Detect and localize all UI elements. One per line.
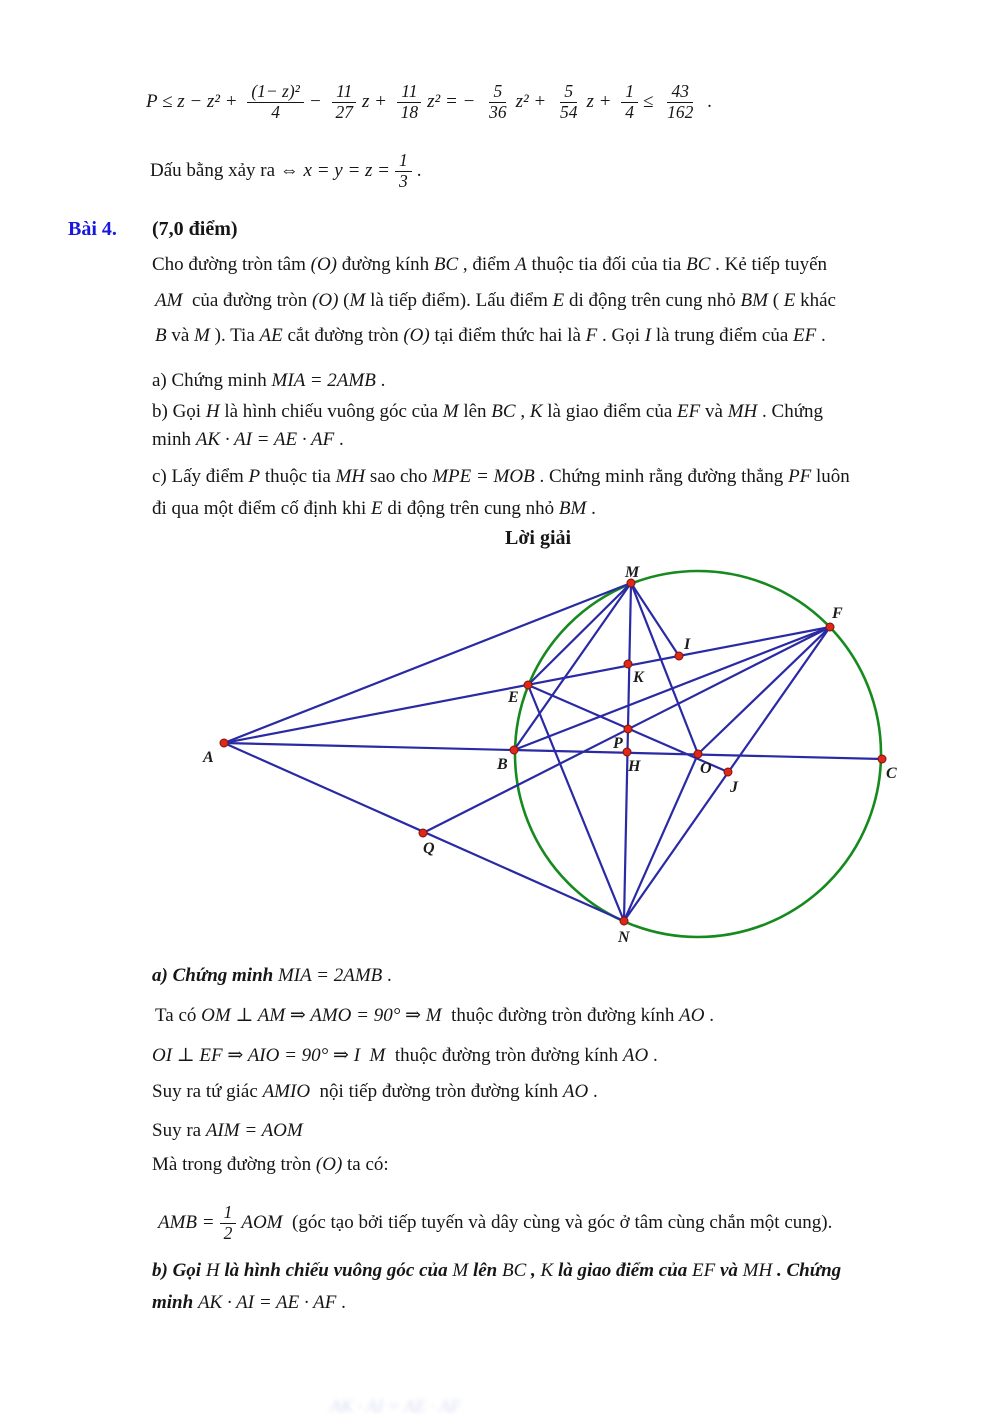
- text-run: . Chứng: [757, 401, 823, 422]
- text-run: Cho đường tròn tâm: [152, 254, 311, 275]
- point-dot-K: [624, 660, 632, 668]
- text-run: MIA = 2AMB: [277, 965, 383, 986]
- text-run: di động trên cung nhỏ: [382, 498, 559, 519]
- point-label-O: O: [700, 760, 712, 777]
- text-run: P: [248, 466, 261, 487]
- text-run: M: [349, 290, 366, 311]
- text-run: BM: [740, 290, 768, 311]
- text-run: Suy ra: [152, 1120, 206, 1141]
- text-run: z +: [361, 91, 392, 113]
- text-run: sao cho: [365, 466, 433, 487]
- segment-A-M: [224, 583, 631, 743]
- text-run: c) Lấy điểm: [152, 466, 249, 487]
- text-run: minh: [152, 1292, 198, 1313]
- text-run: . Chứng: [772, 1260, 842, 1281]
- text-run: thuộc đường tròn đường kính: [441, 1005, 680, 1026]
- text-run: là hình chiếu vuông góc của: [219, 401, 443, 422]
- text-run: OM ⊥ AM ⇒ AMO = 90° ⇒ M: [201, 1005, 442, 1026]
- point-label-I: I: [684, 636, 691, 653]
- point-dot-H: [623, 748, 631, 756]
- fraction: $\frac{1}{3}$: [395, 151, 412, 191]
- text-run: MH: [727, 401, 758, 422]
- text-run: E: [552, 290, 565, 311]
- text-run: H: [205, 1260, 220, 1281]
- text-run: AO: [622, 1045, 649, 1066]
- text-run: AO: [679, 1005, 705, 1026]
- text-run: Ta có: [155, 1005, 202, 1026]
- point-dot-N: [620, 917, 628, 925]
- point-label-F: F: [832, 605, 843, 622]
- text-run: là giao điểm của: [553, 1260, 692, 1281]
- text-run: và: [715, 1260, 743, 1281]
- text-run: AK · AI = AE · AF: [195, 429, 335, 450]
- text-run: ,: [526, 1260, 541, 1281]
- text-run: và: [166, 325, 195, 346]
- text-run: cắt đường tròn: [282, 325, 404, 346]
- point-dot-Q: [419, 829, 427, 837]
- point-label-H: H: [628, 758, 641, 775]
- text-run: là giao điểm của: [542, 401, 678, 422]
- text-run: E: [783, 290, 796, 311]
- text-run: Mà trong đường tròn: [152, 1154, 316, 1175]
- text-run: di động trên cung nhỏ: [564, 290, 741, 311]
- point-dot-E: [524, 681, 532, 689]
- point-dot-P: [624, 725, 632, 733]
- text-run: I: [644, 325, 652, 346]
- text-run: B: [155, 325, 167, 346]
- fraction: $\frac{1}{2}$: [220, 1203, 237, 1243]
- text-run: lên: [468, 1260, 502, 1281]
- point-dot-A: [220, 739, 228, 747]
- text-run: (O): [310, 254, 338, 275]
- text-run: −: [308, 91, 327, 113]
- text-run: b) Gọi: [152, 1260, 206, 1281]
- text-run: M: [452, 1260, 469, 1281]
- fraction: $\frac{11}{18}$: [397, 82, 422, 122]
- text-run: BC: [433, 254, 459, 275]
- text-run: và: [700, 401, 728, 422]
- text-run: AMB =: [158, 1212, 215, 1234]
- text-run: (O): [403, 325, 430, 346]
- text-run: .: [704, 1005, 714, 1026]
- text-run: AOM: [241, 1212, 283, 1234]
- text-run: ,: [515, 401, 530, 422]
- text-run: . Kẻ tiếp tuyến: [710, 254, 828, 275]
- text-run: (O): [312, 290, 339, 311]
- segment-F-O: [698, 627, 830, 754]
- fraction: $\frac{\text{(1− z)²}}{4}$: [247, 82, 304, 122]
- text-run: là trung điểm của: [651, 325, 794, 346]
- fraction: $\frac{11}{27}$: [331, 82, 356, 122]
- fraction: $\frac{1}{4}$: [621, 82, 638, 122]
- exercise-number: Bài 4.: [68, 218, 117, 240]
- text-run: MPE = MOB: [432, 466, 535, 487]
- text-run: z +: [586, 91, 617, 113]
- text-run: .: [336, 1292, 346, 1313]
- text-run: BC: [501, 1260, 527, 1281]
- text-run: . Gọi: [597, 325, 645, 346]
- text-run: .: [702, 91, 712, 113]
- text-run: K: [529, 401, 543, 422]
- point-label-N: N: [618, 929, 630, 946]
- point-label-B: B: [497, 756, 508, 773]
- text-run: . Chứng minh rằng đường thẳng: [534, 466, 789, 487]
- fraction: $\frac{43}{162}$: [667, 80, 694, 122]
- text-run: E: [371, 498, 383, 519]
- fraction: $\frac{5}{54}$: [560, 80, 578, 122]
- text-run: .: [648, 1045, 658, 1066]
- segment-M-B: [514, 583, 631, 750]
- text-run: đường kính: [337, 254, 434, 275]
- text-run: Dấu bằng xảy ra: [150, 160, 280, 182]
- text-run: ta có:: [342, 1154, 389, 1175]
- point-dot-F: [826, 623, 834, 631]
- text-run: AE: [259, 325, 283, 346]
- page-bleed-ghost: AK · AI = AE · AF: [330, 1396, 462, 1414]
- text-run: thuộc đường tròn đường kính: [385, 1045, 623, 1066]
- text-run: thuộc tia đối của tia: [526, 254, 687, 275]
- text-run: b) Gọi: [152, 401, 206, 422]
- text-run: EF: [692, 1260, 716, 1281]
- text-run: là hình chiếu vuông góc của: [219, 1260, 453, 1281]
- text-run: đi qua một điểm cố định khi: [152, 498, 372, 519]
- text-run: (: [338, 290, 350, 311]
- point-label-M: M: [625, 564, 640, 581]
- text-run: của đường tròn: [182, 290, 313, 311]
- text-run: P ≤ z − z² +: [146, 91, 243, 113]
- text-run: M: [194, 325, 210, 346]
- text-run: lên: [458, 401, 492, 422]
- text-run: EF: [793, 325, 817, 346]
- text-run: MH: [742, 1260, 773, 1281]
- text-run: , điểm: [458, 254, 516, 275]
- text-run: nội tiếp đường tròn đường kính: [310, 1081, 563, 1102]
- text-run: khác: [795, 290, 836, 311]
- fraction: $\frac{5}{36}$: [489, 80, 507, 122]
- text-run: .: [816, 325, 826, 346]
- text-run: H: [205, 401, 220, 422]
- text-run: PF: [788, 466, 812, 487]
- text-run: F: [585, 325, 598, 346]
- text-run: Suy ra tứ giác: [152, 1081, 263, 1102]
- text-run: AMIO: [262, 1081, 311, 1102]
- text-run: thuộc tia: [260, 466, 336, 487]
- text-run: ≤: [642, 91, 659, 113]
- text-run: K: [540, 1260, 554, 1281]
- point-label-J: J: [730, 779, 738, 796]
- text-run: tại điểm thức hai là: [429, 325, 586, 346]
- text-run: .: [382, 965, 392, 986]
- text-run: (: [767, 290, 784, 311]
- text-run: .: [375, 370, 386, 391]
- text-run: AO: [562, 1081, 589, 1102]
- text-run: (O): [315, 1154, 343, 1175]
- point-dot-C: [878, 755, 886, 763]
- text-run: ). Tia: [209, 325, 260, 346]
- text-run: MH: [335, 466, 366, 487]
- text-run: A: [515, 254, 527, 275]
- text-run: AK · AI = AE · AF: [197, 1292, 337, 1313]
- segment-M-E: [528, 583, 631, 685]
- text-run: BC: [491, 401, 516, 422]
- point-dot-I: [675, 652, 683, 660]
- exercise-points: (7,0 điểm): [152, 218, 238, 240]
- text-run: AM: [155, 290, 183, 311]
- text-run: MIA = 2AMB: [271, 370, 376, 391]
- text-run: z² +: [515, 91, 551, 113]
- point-dot-J: [724, 768, 732, 776]
- text-run: minh: [152, 429, 196, 450]
- segment-O-N: [624, 754, 698, 921]
- text-run: OI ⊥ EF ⇒ AIO = 90° ⇒ I M: [152, 1045, 386, 1066]
- text-run: .: [586, 498, 596, 519]
- text-run: M: [442, 401, 459, 422]
- point-label-K: K: [633, 669, 644, 686]
- text-run: AIM = AOM: [205, 1120, 303, 1141]
- text-run: .: [334, 429, 344, 450]
- text-run: ⇔ x = y = z =: [279, 160, 391, 182]
- text-run: luôn: [811, 466, 850, 487]
- text-run: a) Chứng minh: [152, 965, 278, 986]
- text-run: BM: [558, 498, 587, 519]
- text-run: z² = −: [427, 91, 481, 113]
- point-label-A: A: [203, 749, 214, 766]
- text-run: BC: [686, 254, 711, 275]
- text-run: .: [588, 1081, 598, 1102]
- point-dot-O: [694, 750, 702, 758]
- text-run: là tiếp điểm). Lấu điểm: [365, 290, 553, 311]
- point-label-C: C: [886, 765, 897, 782]
- text-run: (góc tạo bởi tiếp tuyến và dây cùng và góc ở tâm cùng chắn một cung).: [282, 1212, 833, 1234]
- point-label-Q: Q: [423, 840, 435, 857]
- text-run: a) Chứng minh: [152, 370, 272, 391]
- text-run: EF: [677, 401, 701, 422]
- point-dot-B: [510, 746, 518, 754]
- point-label-E: E: [508, 689, 519, 706]
- point-label-P: P: [613, 735, 623, 752]
- text-run: .: [416, 160, 422, 182]
- solution-heading: Lời giải: [505, 527, 572, 549]
